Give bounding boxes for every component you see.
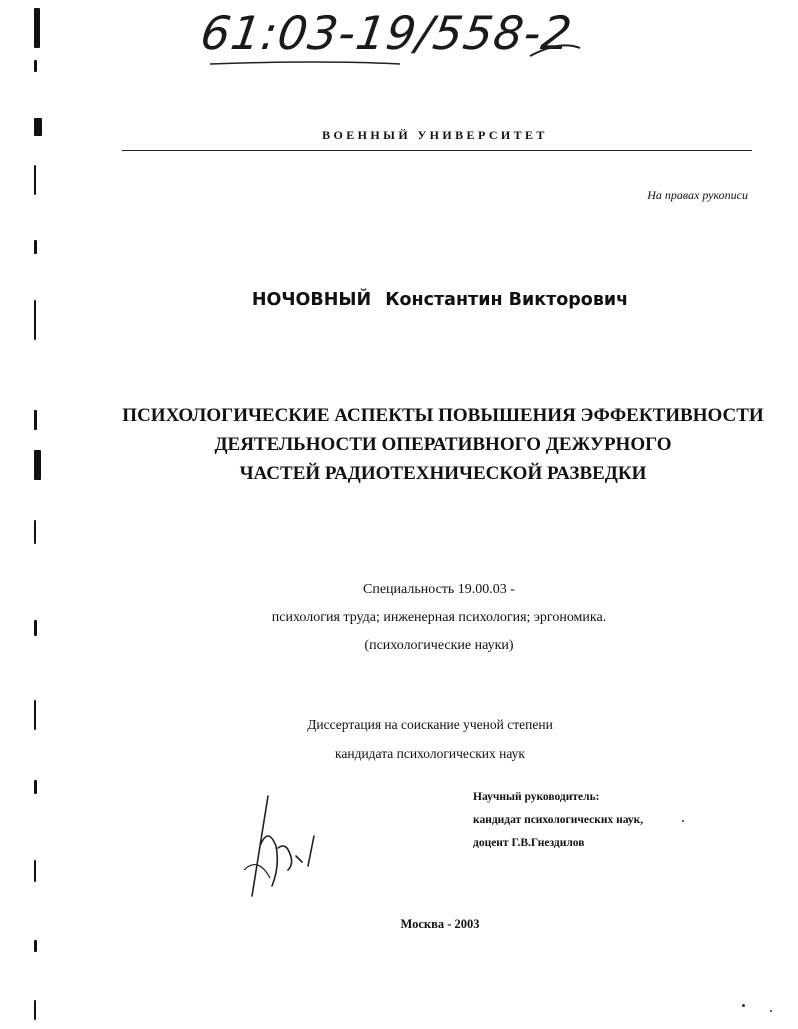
title-line: ЧАСТЕЙ РАДИОТЕХНИЧЕСКОЙ РАЗВЕДКИ xyxy=(239,463,647,484)
specialty-block xyxy=(200,576,678,660)
supervisor-block xyxy=(473,786,773,855)
title-line: ПСИХОЛОГИЧЕСКИЕ АСПЕКТЫ ПОВЫШЕНИЯ ЭФФЕКТИВНОСТИ xyxy=(122,405,764,426)
specialty-line: Специальность 19.00.03 - xyxy=(363,582,515,597)
heading-divider xyxy=(122,150,752,151)
author-surname: НОЧОВНЫЙ xyxy=(251,290,372,310)
title-line: ДЕЯТЕЛЬНОСТИ ОПЕРАТИВНОГО ДЕЖУРНОГО xyxy=(214,434,672,455)
university-heading: ВОЕННЫЙ УНИВЕРСИТЕТ xyxy=(322,128,548,142)
city-year: Москва - 2003 xyxy=(400,917,480,931)
scan-speck xyxy=(682,820,684,822)
manuscript-note: На правах рукописи xyxy=(647,188,748,202)
specialty-line: (психологические науки) xyxy=(364,638,514,653)
scan-speck xyxy=(742,1004,745,1007)
scan-edge-marks xyxy=(34,0,42,1029)
scan-speck xyxy=(770,1010,772,1012)
dissertation-line: Диссертация на соискание ученой степени xyxy=(307,717,553,732)
author-given-names: Константин Викторович xyxy=(385,290,629,310)
registry-number-stroke xyxy=(200,20,600,70)
dissertation-block xyxy=(260,710,600,768)
dissertation-line: кандидата психологических наук xyxy=(335,746,525,761)
supervisor-line: доцент Г.В.Гнездилов xyxy=(473,837,585,849)
thesis-title xyxy=(100,401,786,488)
specialty-line: психология труда; инженерная психология; эргономика. xyxy=(271,610,607,625)
handwritten-signature xyxy=(238,786,328,906)
supervisor-line: кандидат психологических наук, xyxy=(473,814,644,826)
supervisor-line: Научный руководитель: xyxy=(473,791,600,803)
registry-number: 61:03-19/558-2 xyxy=(197,6,576,60)
author-name xyxy=(60,290,798,310)
